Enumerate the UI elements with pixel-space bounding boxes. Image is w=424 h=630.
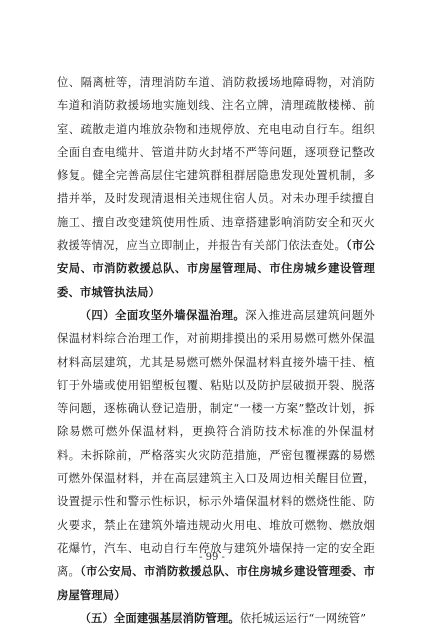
paragraph-continuation <box>57 71 375 304</box>
paragraph-text: 深入推进高层建筑问题外保温材料综合治理工作，对前期排摸出的采用易燃可燃外保温材料高层建筑，尤其是易燃可燃外保温材料直接外墙干挂、植钉于外墙或使用铝塑板包覆、粘贴以及防护层破损开裂、脱落等问题，逐栋确认登记造册，制定“一楼一方案”整改计划，拆除易燃可燃外保温材料，更换符合消防技术标准的外保温材料。未拆除前，严格落实火灾防范措施，严密包覆裸露的易燃可燃外保温材料，并在高层建筑主入口及周边相关醒目位置，设置提示性和警示性标识，标示外墙保温材料的燃烧性能、防火要求，禁止在建筑外墙违规动火用电、堆放可燃物、燃放烟花爆竹，汽车、电动自行车停放与建筑外墙保持一定的安全距离。 <box>57 308 375 579</box>
paragraph-text: 位、隔离桩等，清理消防车道、消防救援场地障碍物，对消防车道和消防救援场地实施划线、注名立牌，清理疏散楼梯、前室、疏散走道内堆放杂物和违规停放、充电电动自行车。组织全面自查电缆井、管道井防火封堵不严等问题，逐项登记整改修复。健全完善高层住宅建筑群租群居隐患发现处置机制，多措并举，及时发现清退相关违规住宿人员。对未办理手续擅自施工、擅自改变建筑使用性质、违章搭建影响消防安全和灭火救援等情况，应当立即制止，并报告有关部门依法查处。 <box>57 76 375 253</box>
section-heading: （五）全面建强基层消防管理。 <box>79 610 240 625</box>
section-heading: （四）全面攻坚外墙保温治理。 <box>79 307 246 322</box>
page-number: - 99 - <box>199 552 225 563</box>
paragraph-section-five <box>57 607 375 630</box>
responsible-departments: （市公安局、市消防救援总队、市房屋管理局、市住房城乡建设管理委、市城管执法局） <box>57 238 375 299</box>
paragraph-text: 依托城运运行“一网统管” <box>239 611 367 625</box>
responsible-departments: （市公安局、市消防救援总队、市住房城乡建设管理委、市房屋管理局） <box>57 564 375 602</box>
document-body <box>57 71 375 630</box>
